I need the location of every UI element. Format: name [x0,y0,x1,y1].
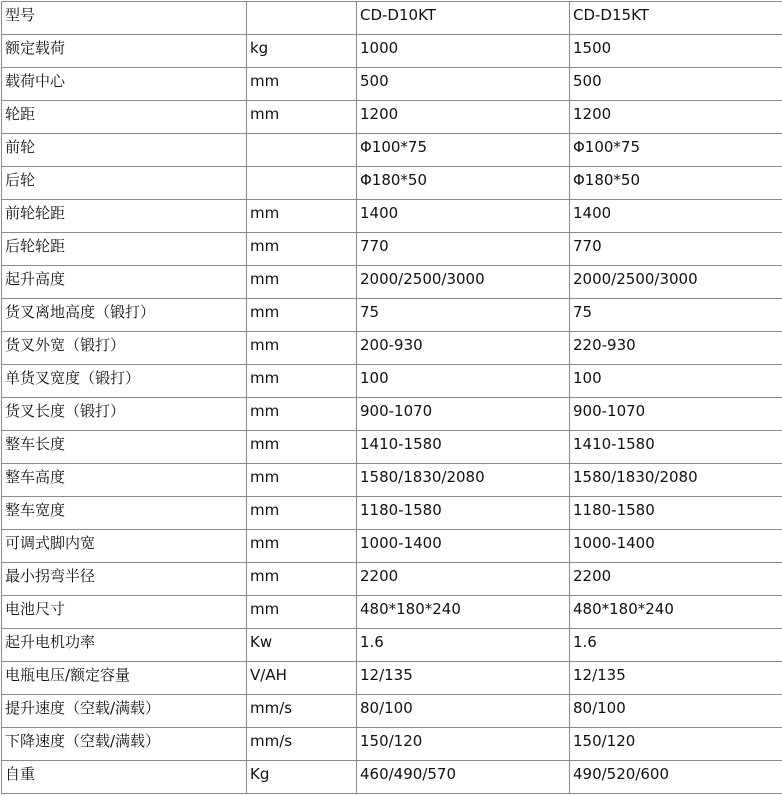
table-row [2,101,782,134]
unit-cell [247,167,357,200]
unit-cell: mm [247,332,357,365]
table-row [2,497,782,530]
table-row [2,299,782,332]
param-cell: 载荷中心 [2,68,247,101]
table-row [2,332,782,365]
spec-table [1,1,782,794]
param-cell: 整车宽度 [2,497,247,530]
unit-cell: kg [247,35,357,68]
unit-cell: mm [247,233,357,266]
model-b-value-cell: 2000/2500/3000 [570,266,782,299]
table-row [2,464,782,497]
param-cell: 后轮 [2,167,247,200]
param-cell: 整车长度 [2,431,247,464]
model-b-value-cell: 220-930 [570,332,782,365]
unit-cell: mm [247,266,357,299]
model-a-value-cell: 1.6 [357,629,570,662]
model-a-value-cell: 100 [357,365,570,398]
model-a-value-cell: 200-930 [357,332,570,365]
header-model-b-cell: CD-D15KT [570,2,782,35]
model-a-value-cell: 2200 [357,563,570,596]
model-b-value-cell: 12/135 [570,662,782,695]
model-b-value-cell: 1410-1580 [570,431,782,464]
header-param-cell: 型号 [2,2,247,35]
model-a-value-cell: 500 [357,68,570,101]
model-b-value-cell: 1.6 [570,629,782,662]
unit-cell: mm [247,497,357,530]
unit-cell: Kw [247,629,357,662]
model-b-value-cell: 900-1070 [570,398,782,431]
model-a-value-cell: 1410-1580 [357,431,570,464]
param-cell: 起升电机功率 [2,629,247,662]
model-b-value-cell: Φ180*50 [570,167,782,200]
model-b-value-cell: 75 [570,299,782,332]
header-row [2,2,782,35]
model-a-value-cell: 1000-1400 [357,530,570,563]
table-row [2,662,782,695]
unit-cell: mm [247,563,357,596]
unit-cell: mm/s [247,728,357,761]
model-a-value-cell: 80/100 [357,695,570,728]
param-cell: 提升速度（空载/满载） [2,695,247,728]
table-row [2,365,782,398]
header-unit-cell [247,2,357,35]
unit-cell: mm/s [247,695,357,728]
param-cell: 可调式脚内宽 [2,530,247,563]
table-row [2,431,782,464]
model-b-value-cell: 1000-1400 [570,530,782,563]
unit-cell: mm [247,530,357,563]
unit-cell: mm [247,68,357,101]
model-a-value-cell: 12/135 [357,662,570,695]
model-a-value-cell: 1000 [357,35,570,68]
header-model-a-cell: CD-D10KT [357,2,570,35]
table-row [2,134,782,167]
model-b-value-cell: Φ100*75 [570,134,782,167]
unit-cell: mm [247,365,357,398]
table-row [2,233,782,266]
unit-cell: Kg [247,761,357,794]
model-b-value-cell: 1400 [570,200,782,233]
param-cell: 货叉外宽（锻打） [2,332,247,365]
unit-cell [247,134,357,167]
model-a-value-cell: 1400 [357,200,570,233]
model-a-value-cell: 1580/1830/2080 [357,464,570,497]
model-b-value-cell: 1180-1580 [570,497,782,530]
model-a-value-cell: 480*180*240 [357,596,570,629]
model-b-value-cell: 1500 [570,35,782,68]
param-cell: 电瓶电压/额定容量 [2,662,247,695]
unit-cell: V/AH [247,662,357,695]
table-row [2,530,782,563]
unit-cell: mm [247,464,357,497]
spec-table-body [2,2,782,794]
model-a-value-cell: 2000/2500/3000 [357,266,570,299]
model-a-value-cell: 75 [357,299,570,332]
table-row [2,68,782,101]
param-cell: 整车高度 [2,464,247,497]
model-a-value-cell: 1200 [357,101,570,134]
param-cell: 前轮 [2,134,247,167]
param-cell: 最小拐弯半径 [2,563,247,596]
model-b-value-cell: 1580/1830/2080 [570,464,782,497]
table-row [2,629,782,662]
param-cell: 货叉长度（锻打） [2,398,247,431]
model-a-value-cell: Φ180*50 [357,167,570,200]
param-cell: 自重 [2,761,247,794]
unit-cell: mm [247,200,357,233]
model-a-value-cell: 1180-1580 [357,497,570,530]
model-a-value-cell: 460/490/570 [357,761,570,794]
param-cell: 下降速度（空载/满载） [2,728,247,761]
param-cell: 货叉离地高度（锻打） [2,299,247,332]
param-cell: 前轮轮距 [2,200,247,233]
unit-cell: mm [247,398,357,431]
param-cell: 轮距 [2,101,247,134]
model-a-value-cell: Φ100*75 [357,134,570,167]
model-b-value-cell: 480*180*240 [570,596,782,629]
table-row [2,200,782,233]
table-row [2,728,782,761]
table-row [2,596,782,629]
model-a-value-cell: 150/120 [357,728,570,761]
model-b-value-cell: 100 [570,365,782,398]
table-row [2,398,782,431]
unit-cell: mm [247,299,357,332]
model-b-value-cell: 490/520/600 [570,761,782,794]
model-b-value-cell: 150/120 [570,728,782,761]
table-row [2,761,782,794]
model-a-value-cell: 900-1070 [357,398,570,431]
model-b-value-cell: 80/100 [570,695,782,728]
table-row [2,35,782,68]
param-cell: 额定载荷 [2,35,247,68]
unit-cell: mm [247,431,357,464]
model-a-value-cell: 770 [357,233,570,266]
model-b-value-cell: 770 [570,233,782,266]
model-b-value-cell: 1200 [570,101,782,134]
param-cell: 电池尺寸 [2,596,247,629]
model-b-value-cell: 2200 [570,563,782,596]
param-cell: 后轮轮距 [2,233,247,266]
table-row [2,266,782,299]
table-row [2,167,782,200]
unit-cell: mm [247,596,357,629]
unit-cell: mm [247,101,357,134]
table-row [2,563,782,596]
table-row [2,695,782,728]
param-cell: 起升高度 [2,266,247,299]
model-b-value-cell: 500 [570,68,782,101]
param-cell: 单货叉宽度（锻打） [2,365,247,398]
